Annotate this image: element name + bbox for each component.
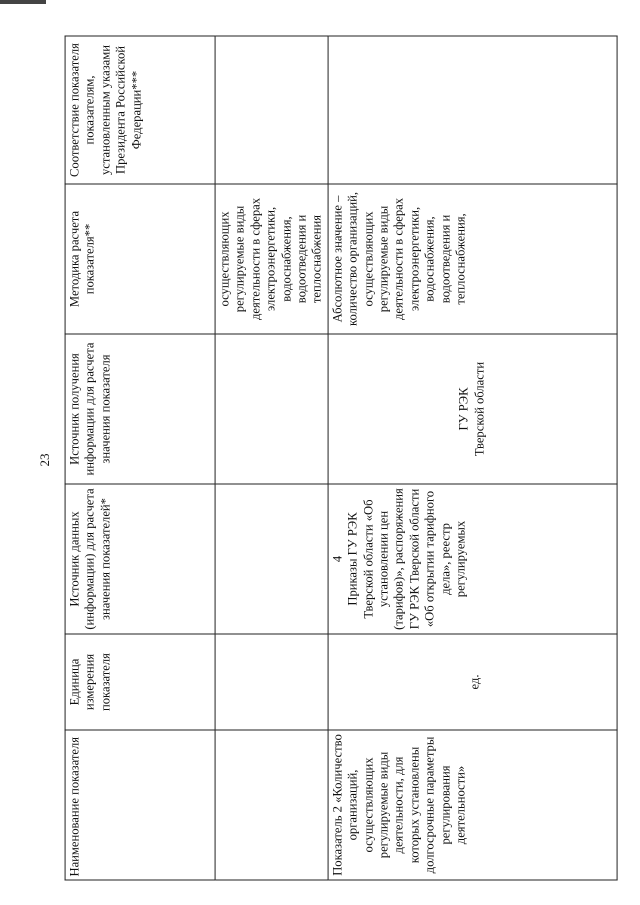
cell-empty [215,36,328,184]
source-org-region: Тверской области [472,361,487,457]
indicator-table [65,36,618,881]
cell-methodology-continued: осуществляющих регулируемые виды деятельности в сферах электроэнергетики, водоснабжения, водоотведения и теплоснабжения [215,184,328,334]
source-data-text: Приказы ГУ РЭК Тверской области «Об установлении цен (тарифов)», распоряжения ГУ РЭК Тверской области «Об открытии тарифного дела», реестр регулируемых [345,488,468,630]
header-data-source: Источник данных (информации) для расчета значения показателей* [65,484,215,634]
cell-compliance [328,36,617,184]
rotated-table-frame [67,36,594,880]
header-unit: Единица измерения показателя [65,634,215,730]
unit-value: ед. [467,674,482,690]
source-org: ГУ РЭК [457,387,472,431]
cell-empty [215,484,328,634]
source-column-number: 4 [330,555,345,563]
header-methodology: Методика расчета показателя** [65,184,215,334]
cell-info-source [328,334,617,484]
page-number: 23 [37,453,52,467]
table-row [215,36,328,880]
cell-methodology: Абсолютное значение – количество организаций, осуществляющих регулируемые виды деятельности в сферах электроэнергетики, водоснабжения, водоотведения и теплоснабжения, [328,184,617,334]
header-compliance: Соответствие показателя показателям, установленным указами Президента Российской Федерации*** [65,36,215,184]
cell-unit [328,634,617,730]
cell-empty [215,730,328,880]
cell-empty [215,334,328,484]
cell-empty [215,634,328,730]
header-indicator-name: Наименование показателя [65,730,215,880]
cell-data-source [328,484,617,634]
header-info-source: Источник получения информации для расчета значения показателя [65,334,215,484]
table-row [328,36,617,880]
table-header-row [65,36,215,880]
cell-indicator-name: Показатель 2 «Количество организаций, осуществляющих регулируемые виды деятельности, для которых установлены долгосрочные параметры регулирования деятельности» [328,730,617,880]
top-rule [0,0,46,4]
